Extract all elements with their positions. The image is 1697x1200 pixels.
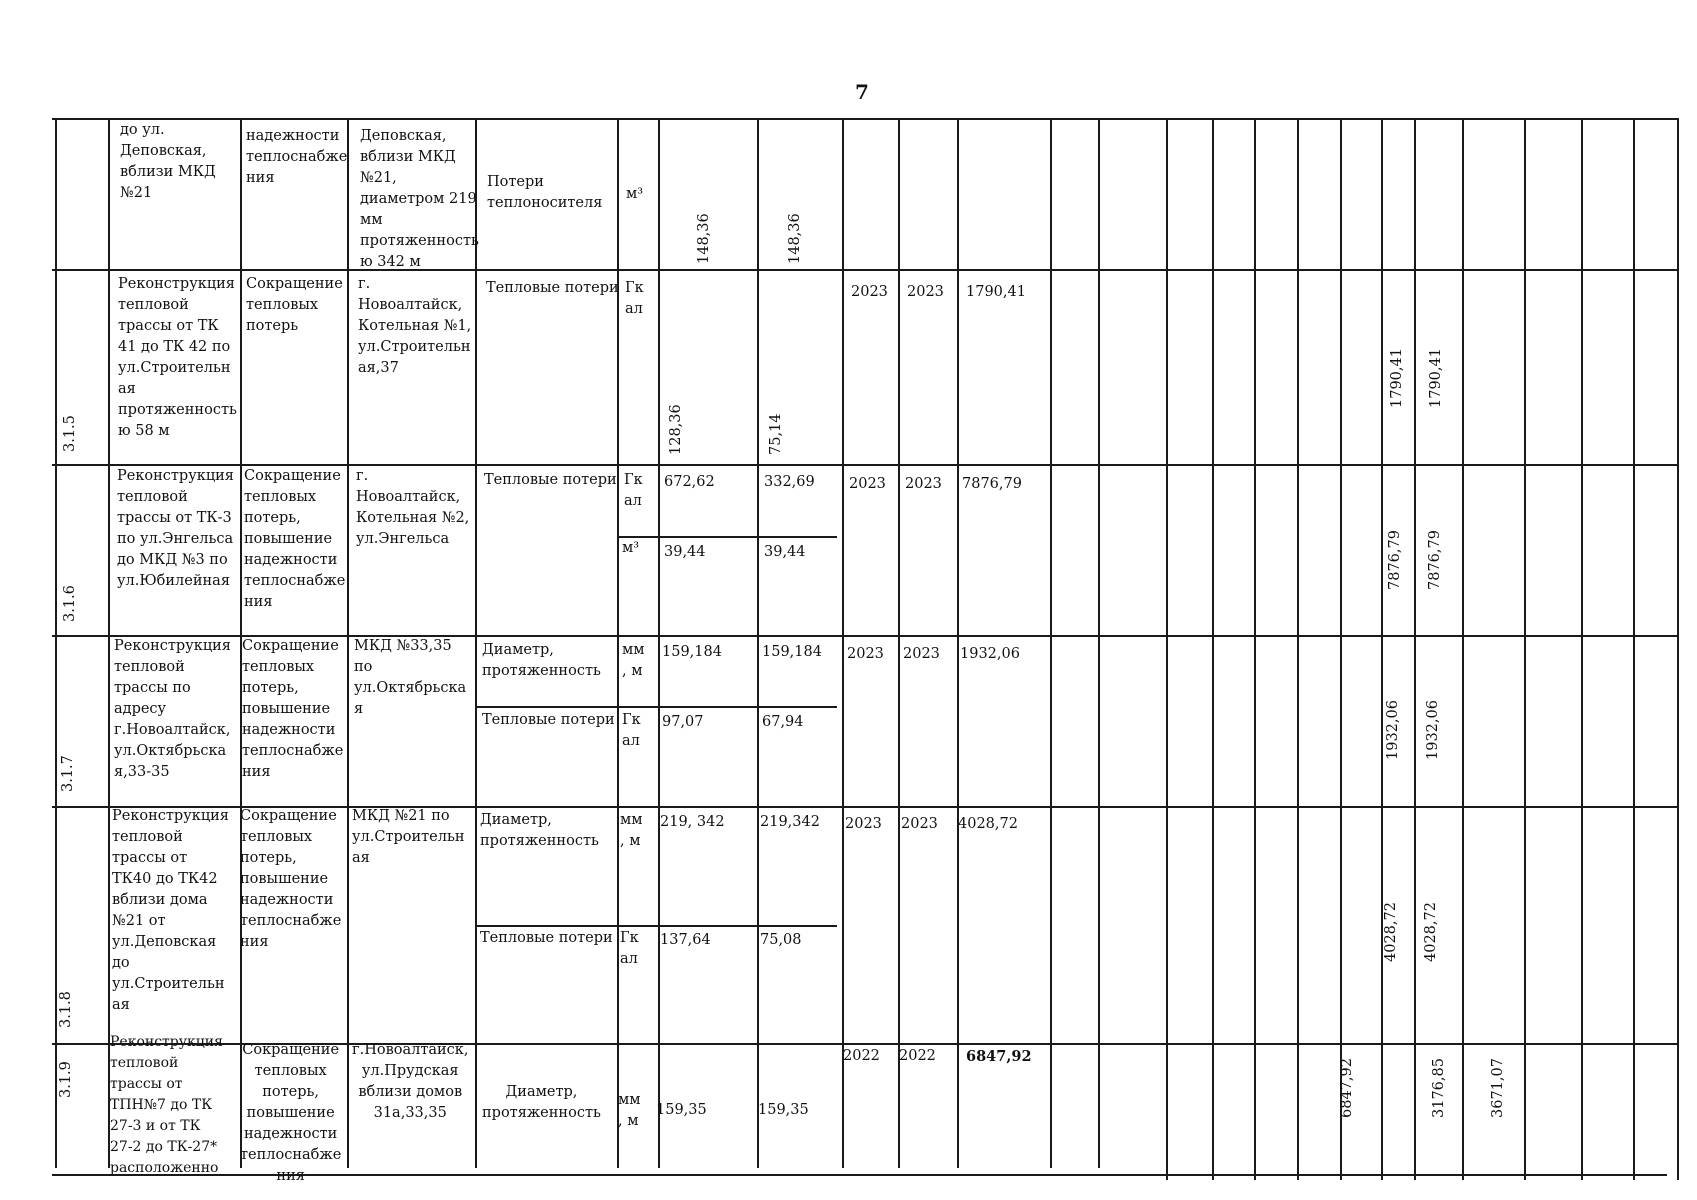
cell-goal: Сокращение тепловых потерь, повышение надежности теплоснабже ния	[242, 638, 344, 780]
column-border	[347, 118, 349, 1168]
cell-cost: 6847,92	[966, 1048, 1032, 1065]
cell-year-start: 2023	[847, 646, 884, 662]
column-border	[617, 118, 619, 1168]
cell-unit: Гк ал	[624, 472, 643, 509]
column-border	[1050, 118, 1052, 1168]
column-border	[1340, 118, 1342, 1180]
cell-value-before: 672,62	[664, 474, 715, 490]
sub-row-border	[617, 536, 837, 538]
cell-value-after: 67,94	[762, 714, 804, 730]
cell-name: Реконструкция тепловой трассы по адресу г.Новоалтайск, ул.Октябрьска я,33-35	[114, 638, 231, 780]
cell-indicator: Диаметр, протяженность	[480, 812, 599, 849]
cell-value-after: 332,69	[764, 474, 815, 490]
row-id: 3.1.9	[58, 1061, 74, 1098]
column-border	[1462, 118, 1464, 1180]
cell-financing: 3176,85	[1431, 1058, 1447, 1118]
cell-financing: 7876,79	[1427, 530, 1443, 590]
cell-unit: мм , м	[620, 812, 643, 849]
column-border	[1166, 118, 1168, 1180]
cell-name: до ул. Деповская, вблизи МКД №21	[120, 122, 216, 201]
column-border	[475, 118, 477, 1168]
cell-year-start: 2023	[851, 284, 888, 300]
column-border	[1212, 118, 1214, 1180]
cell-year-start: 2022	[843, 1048, 880, 1064]
cell-indicator: Потери теплоносителя	[487, 174, 603, 211]
page-number: 7	[855, 80, 869, 104]
cell-financing: 1790,41	[1428, 348, 1444, 408]
cell-value-before: 148,36	[696, 213, 712, 264]
cell-unit: мм , м	[618, 1092, 641, 1129]
sub-row-border	[475, 706, 837, 708]
cell-value-after: 75,14	[768, 413, 784, 455]
cell-unit: м³	[626, 186, 644, 202]
cell-value-before: 39,44	[664, 544, 706, 560]
cell-goal: Сокращение тепловых потерь	[246, 276, 343, 334]
cell-cost: 1932,06	[960, 646, 1020, 662]
column-border	[1677, 118, 1679, 1180]
cell-year-start: 2023	[845, 816, 882, 832]
column-border	[1297, 118, 1299, 1180]
row-border	[52, 269, 1677, 271]
cell-name: Реконструкция тепловой трассы от ТК 41 до ТК 42 по ул.Строительн ая протяженность ю 58 м	[118, 276, 237, 439]
cell-year-end: 2023	[901, 816, 938, 832]
cell-value-before: 128,36	[668, 404, 684, 455]
cell-financing: 7876,79	[1387, 530, 1403, 590]
cell-year-end: 2023	[903, 646, 940, 662]
cell-indicator: Тепловые потери	[480, 930, 613, 946]
cell-location: МКД №21 по ул.Строительн ая	[352, 808, 465, 866]
cell-value-after: 148,36	[787, 213, 803, 264]
cell-value-before: 137,64	[660, 932, 711, 948]
column-border	[1414, 118, 1416, 1180]
cell-cost: 4028,72	[958, 816, 1018, 832]
cell-cost: 7876,79	[962, 476, 1022, 492]
column-border	[108, 118, 110, 1168]
row-id: 3.1.8	[58, 991, 74, 1028]
cell-financing: 6847,92	[1339, 1058, 1355, 1118]
column-border	[1524, 118, 1526, 1180]
cell-location: г. Новоалтайск, Котельная №2, ул.Энгельса	[356, 468, 470, 547]
column-border	[1581, 118, 1583, 1180]
column-border	[1381, 118, 1383, 1180]
cell-indicator: Диаметр, протяженность	[482, 1084, 601, 1121]
cell-goal: Сокращение тепловых потерь, повышение надежности теплоснабже ния	[240, 808, 342, 950]
column-border	[1254, 118, 1256, 1180]
cell-value-before: 97,07	[662, 714, 704, 730]
cell-location: г. Новоалтайск, Котельная №1, ул.Строительн ая,37	[358, 276, 472, 376]
column-border	[55, 118, 57, 1168]
column-border	[658, 118, 660, 1168]
cell-financing: 1932,06	[1385, 700, 1401, 760]
cell-value-before: 159,35	[656, 1102, 707, 1118]
cell-goal: Сокращение тепловых потерь, повышение надежности теплоснабже ния	[244, 468, 346, 610]
cell-year-start: 2023	[849, 476, 886, 492]
cell-financing: 1790,41	[1389, 348, 1405, 408]
cell-year-end: 2023	[905, 476, 942, 492]
cell-value-before: 159,184	[662, 644, 722, 660]
cell-value-after: 159,35	[758, 1102, 809, 1118]
cell-unit: Гк ал	[620, 930, 639, 967]
cell-cost: 1790,41	[966, 284, 1026, 300]
cell-goal: Сокращение тепловых потерь, повышение надежности теплоснабже ния	[240, 1042, 342, 1184]
cell-value-after: 219,342	[760, 814, 820, 830]
row-id: 3.1.6	[62, 585, 78, 622]
cell-indicator: Тепловые потери	[486, 280, 619, 296]
row-id: 3.1.5	[62, 415, 78, 452]
cell-goal: надежности теплоснабже ния	[246, 128, 348, 186]
cell-year-end: 2022	[899, 1048, 936, 1064]
cell-financing: 4028,72	[1423, 902, 1439, 962]
cell-financing: 3671,07	[1490, 1058, 1506, 1118]
row-id: 3.1.7	[60, 755, 76, 792]
cell-value-before: 219, 342	[660, 814, 725, 830]
column-border	[1633, 118, 1635, 1180]
cell-unit: Гк ал	[625, 280, 644, 317]
cell-financing: 4028,72	[1383, 902, 1399, 962]
column-border	[842, 118, 844, 1168]
column-border	[1098, 118, 1100, 1168]
cell-location: г.Новоалтайск, ул.Прудская вблизи домов 31а,33,35	[352, 1042, 469, 1121]
cell-value-after: 75,08	[760, 932, 802, 948]
cell-unit: Гк ал	[622, 712, 641, 749]
cell-year-end: 2023	[907, 284, 944, 300]
cell-name: Реконструкция тепловой трассы от ТК-3 по ул.Энгельса до МКД №3 по ул.Юбилейная	[117, 468, 234, 589]
sub-row-border	[475, 925, 837, 927]
cell-indicator: Тепловые потери	[482, 712, 615, 728]
cell-unit: мм , м	[622, 642, 645, 679]
column-border	[957, 118, 959, 1168]
column-border	[898, 118, 900, 1168]
cell-value-after: 39,44	[764, 544, 806, 560]
cell-name: Реконструкция тепловой трассы от ТК40 до ТК42 вблизи дома №21 от ул.Деповская до ул.Строительн ая	[112, 808, 229, 1013]
cell-indicator: Тепловые потери	[484, 472, 617, 488]
row-border	[52, 118, 1677, 120]
column-border	[757, 118, 759, 1168]
cell-indicator: Диаметр, протяженность	[482, 642, 601, 679]
cell-value-after: 159,184	[762, 644, 822, 660]
cell-financing: 1932,06	[1425, 700, 1441, 760]
cell-unit: м³	[622, 540, 640, 556]
cell-name: Реконструкция тепловой трассы от ТПН№7 до ТК 27-3 и от ТК 27-2 до ТК-27* расположенно	[110, 1034, 223, 1176]
cell-location: МКД №33,35 по ул.Октябрьска я	[354, 638, 467, 717]
cell-location: Деповская, вблизи МКД №21, диаметром 219 мм протяженность ю 342 м	[360, 128, 479, 270]
